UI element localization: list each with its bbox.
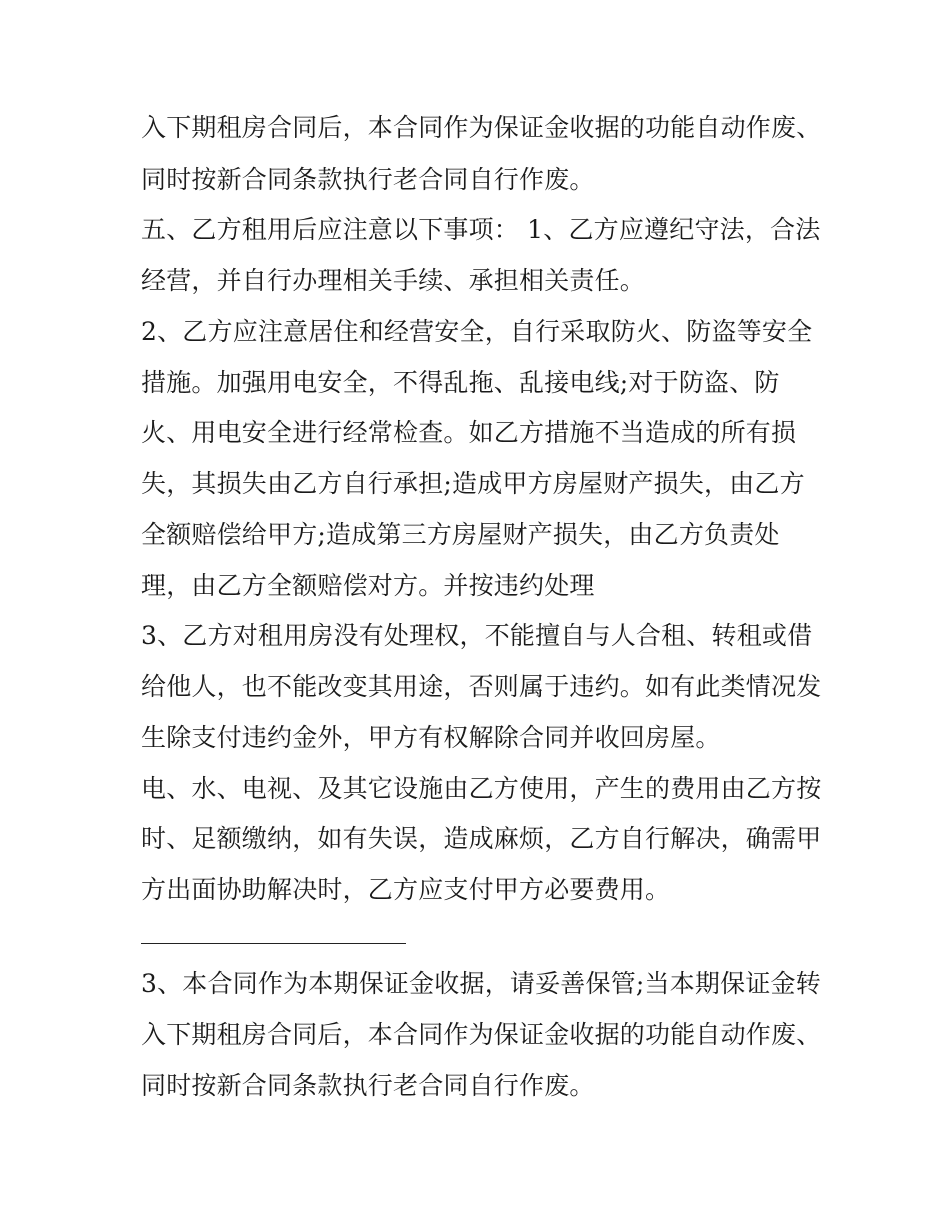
body-line: 时、足额缴纳，如有失误，造成麻烦，乙方自行解决，确需甲 [141, 824, 822, 853]
body-line: 火、用电安全进行经常检查。如乙方措施不当造成的所有损 [141, 418, 797, 447]
body-line: 入下期租房合同后，本合同作为保证金收据的功能自动作废、 [141, 113, 822, 142]
body-line: 理，由乙方全额赔偿对方。并按违约处理 [141, 571, 595, 600]
body-line: 同时按新合同条款执行老合同自行作废。 [141, 165, 595, 194]
body-line: 方出面协助解决时，乙方应支付甲方必要费用。 [141, 875, 671, 904]
footnote-separator [141, 943, 406, 944]
body-line: 3、乙方对租用房没有处理权，不能擅自与人合租、转租或借 [141, 621, 813, 650]
body-line: 措施。加强用电安全，不得乱拖、乱接电线;对于防盗、防 [141, 368, 780, 397]
section-heading-line: 五、乙方租用后应注意以下事项： 1、乙方应遵纪守法，合法 [141, 215, 821, 244]
footnote-line: 入下期租房合同后，本合同作为保证金收据的功能自动作废、 [141, 1020, 822, 1049]
footnote-line: 3、本合同作为本期保证金收据，请妥善保管;当本期保证金转 [141, 969, 821, 998]
body-line: 生除支付违约金外，甲方有权解除合同并收回房屋。 [141, 723, 721, 752]
footnote-line: 同时按新合同条款执行老合同自行作废。 [141, 1071, 595, 1100]
body-line: 经营，并自行办理相关手续、承担相关责任。 [141, 266, 646, 295]
body-line: 电、水、电视、及其它设施由乙方使用，产生的费用由乙方按 [141, 774, 822, 803]
body-line: 全额赔偿给甲方;造成第三方房屋财产损失，由乙方负责处 [141, 520, 780, 549]
body-line: 2、乙方应注意居住和经营安全，自行采取防火、防盗等安全 [141, 317, 813, 346]
body-line: 失，其损失由乙方自行承担;造成甲方房屋财产损失，由乙方 [141, 469, 805, 498]
body-line: 给他人，也不能改变其用途，否则属于违约。如有此类情况发 [141, 672, 822, 701]
